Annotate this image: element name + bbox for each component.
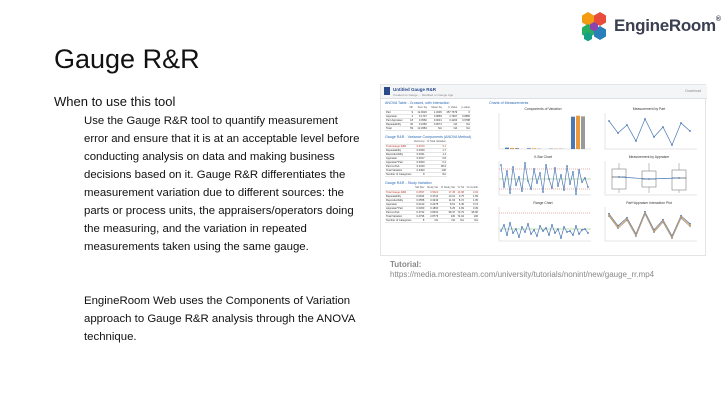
interaction-series-line-point [653,231,655,233]
xbar-line-point [512,166,514,168]
study-header-cell: % Tol [457,186,464,190]
part-mean-line-point [671,144,673,146]
study-header-cell: % Study Var [440,186,456,190]
screenshot-header [381,85,707,99]
anova-cell: Repeatability [385,122,407,126]
xbar-line-point [509,192,511,194]
study-cell: 0.39 [465,206,479,210]
range-line-point [512,232,514,234]
range-line-point [575,225,577,227]
anova-cell: 0.1737 [414,114,428,118]
components-cell: 0.8 [426,156,447,160]
anova-cell: 30 [407,122,414,126]
xbar-line-point [539,172,541,174]
components-cell: 96.9 [426,164,447,168]
part-mean-line-point [689,130,691,132]
components-cell: NA [426,172,447,176]
variance-components-table [385,140,447,177]
range-line-point [536,235,538,237]
study-cell: 0.0837 [414,190,426,194]
range-line-point [527,223,529,225]
components-cell: 8 [413,172,426,176]
anova-cell: 357.7679 [443,110,458,114]
study-cell: 0.3346 [425,198,439,202]
table-row [385,172,447,176]
range-line-point [557,228,559,230]
study-cell: 17.45 [439,190,456,194]
xbar-line-point [500,164,502,166]
by-part-chart-title: Measurement by Part [632,107,666,111]
xbar-line-point [572,171,574,173]
range-line-point [551,224,553,226]
components-cell: 0.0009 [413,160,426,164]
measurement-by-appraiser-chart [599,159,699,199]
tutorial-caption [390,260,654,280]
components-cell: 1.4 [426,152,447,156]
xbar-line-point [578,169,580,171]
study-cell: 98.47 [439,210,456,214]
study-header-cell: Std Dev [415,186,425,190]
components-cell: 0.0070 [413,144,426,148]
anova-header-cell: p-value [458,106,471,110]
anova-cell: 59 [407,126,414,130]
bar [532,148,536,149]
range-line-point [584,228,586,230]
table-row [385,126,471,130]
anova-cell: 18 [407,118,414,122]
study-cell: NA [456,218,465,222]
components-cell: Total Variation [385,168,413,172]
anova-cell: 9 [407,110,414,114]
xbar-line-point [587,186,589,188]
range-line-point [521,226,523,228]
study-cell: 100 [439,214,456,218]
interaction-series-line-point [689,225,691,227]
interaction-series-line-point [662,221,664,223]
components-cell: Number of Categories [386,172,412,176]
study-cell: Total Variation [385,214,414,218]
anova-cell: 0.0560 [414,118,428,122]
bar [571,117,575,149]
anova-cell: NA [443,122,458,126]
range-line-point [509,222,511,224]
xbar-line-point [542,191,544,193]
components-cell: Part-to-Part [385,164,413,168]
xbar-line-point [506,170,508,172]
range-line-point [518,236,520,238]
xbar-line-point [575,193,577,195]
study-cell: 0.2478 [425,202,439,206]
study-cell: Total Gauge R&R [385,190,414,194]
engineroom-logo-icon [578,10,612,44]
app-mark-icon [384,87,390,95]
xbar-line-point [536,182,538,184]
range-line-point [542,230,544,232]
anova-cell: 0.4203 [443,118,458,122]
paragraph-description: Use the Gauge R&R tool to quantify measurement error and ensure that it is at an acceptable level before conducting analysis on data and making business decisions based on it. Gauge R&R differentiates the measurement variation due to different sources: the parts or process units, the appraisers/operators doing the measuring, and the variation in repeated measurements taken using the same gauge. [84,115,360,253]
xbar-chart-title: X-Bar Chart [534,155,552,159]
anova-cell: 0.9788 [458,118,471,122]
interaction-series-line-point [617,227,619,229]
xbar-line-point [548,178,550,180]
study-cell: 8 [414,218,426,222]
components-cell: 0.0031 [413,152,426,156]
part-mean-line [609,119,690,145]
study-cell: 0.74 [465,202,479,206]
study-cell: 100 [465,214,479,218]
study-subtitle: Created on Gauge ... Modified on Gauge Age [393,93,454,97]
components-table-label: Gauge R&R - Variance Components (ANOVA Method) [385,135,472,139]
xbar-line-point [566,165,568,167]
components-cell: 0.0017 [413,156,426,160]
xbar-line-point [551,187,553,189]
download-button[interactable]: Download [685,89,701,93]
gauge-rr-screenshot [380,84,706,256]
study-cell: 2.8776 [425,214,439,218]
anova-cell: 0.0869 [428,114,443,118]
charts-label: Charts of Measurements [489,101,529,105]
anova-table [385,106,471,131]
study-cell: Appraiser [385,202,414,206]
study-cell: 0.0624 [414,194,426,198]
box [672,170,686,190]
xbar-line-point [521,190,523,192]
anova-cell: NA [458,126,471,130]
components-of-variation-chart [493,111,593,153]
study-header-cell: Study Var [426,186,439,190]
study-cell: NA [439,218,456,222]
xbar-chart [493,159,593,199]
xbar-line-point [515,184,517,186]
study-cell: 0.3744 [425,194,439,198]
xbar-line-point [581,181,583,183]
anova-header-cell: Mean Sq [428,106,443,110]
anova-cell: 0 [458,110,471,114]
range-line-point [569,230,571,232]
anova-cell: 1.3336 [428,110,443,114]
xbar-line-point [533,168,535,170]
components-cell: 0.2300 [413,168,426,172]
anova-cell: Part:Appraiser [385,118,407,122]
interaction-series-line-point [671,237,673,239]
study-cell: 1.69 [465,194,479,198]
components-cell: Appraiser*Part [385,160,413,164]
anova-header-cell: Sum Sq [414,106,428,110]
study-cell: Reproducibility [385,198,414,202]
study-cell: 8.61 [439,202,456,206]
study-cell: 96.96 [465,210,479,214]
interaction-plot-chart [599,205,699,245]
part-mean-line-point [680,122,682,124]
anova-cell: 12.0026 [414,110,428,114]
by-appraiser-chart-title: Measurement by Appraiser [628,155,670,159]
anova-cell: 0.0031 [428,118,443,122]
xbar-line-point [524,162,526,164]
components-header-cell: VarComp [413,140,425,144]
interaction-chart-title: Part*Appraiser Interaction Plot [626,201,672,205]
range-line [501,223,588,238]
study-cell: 1.35 [465,198,479,202]
range-line-point [572,234,574,236]
tutorial-link[interactable]: https://media.moresteam.com/university/tutorials/nonint/new/gauge_rr.mp4 [390,270,655,279]
xbar-line-point [554,167,556,169]
anova-cell: 12.4584 [414,126,428,130]
appraiser-mean-line-point [678,177,680,179]
components-cell: Repeatability [385,148,413,152]
study-cell: Number of Categories [385,218,414,222]
range-line-point [554,232,556,234]
interaction-series-line-point [644,213,646,215]
study-cell: Appraiser*Part [385,206,414,210]
anova-cell: NA [443,126,458,130]
components-cell: 0.0039 [413,148,426,152]
study-title: Untitled Gauge R&R [393,87,437,92]
components-cell: 3.1 [426,144,447,148]
study-cell: 0.4722 [414,210,426,214]
measurement-by-part-chart [599,111,699,153]
xbar-line-point [557,185,559,187]
study-variation-table [385,186,479,223]
xbar-line-point [530,188,532,190]
bar [515,148,519,149]
interaction-series-line [609,214,690,238]
paragraph-engineroom: EngineRoom Web uses the Components of Variation approach to Gauge R&R analysis through the ANOVA technique. [84,295,355,343]
anova-label: ANOVA Table - Crossed, with Interaction [385,101,450,105]
study-cell: 4.69 [456,206,465,210]
range-line-point [539,225,541,227]
anova-header-cell: F Value [443,106,458,110]
anova-cell: Appraiser [385,114,407,118]
components-cell: Reproducibility [385,152,413,156]
xbar-line-point [584,177,586,179]
range-line-point [563,226,565,228]
range-line-point [578,233,580,235]
study-cell: 8.72 [456,198,465,202]
part-mean-line-point [608,120,610,122]
range-line-point [545,227,547,229]
range-line-point [566,231,568,233]
xbar-line-point [563,189,565,191]
appraiser-mean-line-point [648,178,650,180]
range-line-point [530,233,532,235]
components-cell: 100 [426,168,447,172]
bar [527,148,531,149]
range-line-point [506,234,508,236]
study-cell: Repeatability [385,194,414,198]
bar [581,116,585,149]
box [612,169,626,189]
range-line-point [587,232,589,234]
xbar-line-point [518,176,520,178]
range-line-point [503,224,505,226]
components-cell: 0.4 [426,160,447,164]
part-mean-line-point [662,126,664,128]
study-cell: 0.0300 [414,206,426,210]
study-cell: 0.1800 [425,206,439,210]
xbar-line-point [527,180,529,182]
study-cell: 0.5022 [425,190,439,194]
study-cell: 6.45 [456,202,465,206]
study-cell: NA [425,218,439,222]
anova-header-cell: DF [407,106,414,110]
study-header-cell: % Contrib [466,186,478,190]
range-chart-title: Range Chart [533,201,553,205]
xbar-line [501,163,588,194]
engineroom-logo-text: EngineRoom® [614,16,721,35]
study-cell: Part-to-Part [385,210,414,214]
section-subhead: When to use this tool [54,94,176,109]
study-cell: 3.04 [465,190,479,194]
part-mean-line-point [644,118,646,120]
anova-cell: 0.0882 [458,114,471,118]
study-cell: 0.0558 [414,198,426,202]
bar [576,116,580,149]
components-cell: Appraiser [385,156,413,160]
tutorial-label: Tutorial: [390,260,422,269]
part-mean-line-point [653,136,655,138]
xbar-line-point [503,186,505,188]
engineroom-logo [578,10,721,44]
appraiser-mean-line-point [618,176,620,178]
study-cell: 13.01 [439,194,456,198]
anova-cell: 0.0074 [428,122,443,126]
range-line-point [500,230,502,232]
components-cell: Total Gauge R&R [385,144,413,148]
study-cell: 74.94 [457,214,464,218]
anova-cell: 2.7907 [443,114,458,118]
xbar-line-point [545,164,547,166]
study-variation-label: Gauge R&R - Study Variation [385,181,432,185]
interaction-series-line-point [635,235,637,237]
anova-cell: 0.2250 [414,122,428,126]
components-header-cell: % Total Variation [426,140,446,144]
study-cell: 0.4796 [414,214,426,218]
study-cell: NA [465,218,479,222]
xbar-line-point [560,174,562,176]
study-cell: 2.8332 [425,210,439,214]
anova-cell: Part [385,110,407,114]
interaction-series-line-point [626,219,628,221]
interaction-series-line-point [680,217,682,219]
range-line-point [560,237,562,239]
interaction-series-line-point [608,215,610,217]
part-mean-line-point [617,132,619,134]
table-row [385,218,479,222]
study-cell: 11.63 [439,198,456,202]
part-mean-line-point [626,124,628,126]
study-cell: 0.0413 [414,202,426,206]
bar [505,148,509,149]
range-line-point [581,229,583,231]
anova-cell: Total [385,126,407,130]
part-mean-line-point [635,140,637,142]
anova-cell: NA [458,122,471,126]
components-cell: 0.2230 [413,164,426,168]
anova-cell: 2 [407,114,414,118]
study-cell: 9.75 [456,194,465,198]
anova-cell: NA [428,126,443,130]
components-cell: 1.7 [426,148,447,152]
range-line-point [533,229,535,231]
slide-title: Gauge R&R [54,44,200,74]
study-cell: 13.08 [457,190,464,194]
range-line-point [515,228,517,230]
study-cell: 6.25 [439,206,456,210]
range-chart [493,205,593,245]
xbar-line-point [569,183,571,185]
study-cell: 73.79 [457,210,464,214]
range-line-point [524,231,526,233]
components-chart-title: Components of Variation [524,107,562,111]
range-line-point [548,234,550,236]
bar [510,148,514,149]
